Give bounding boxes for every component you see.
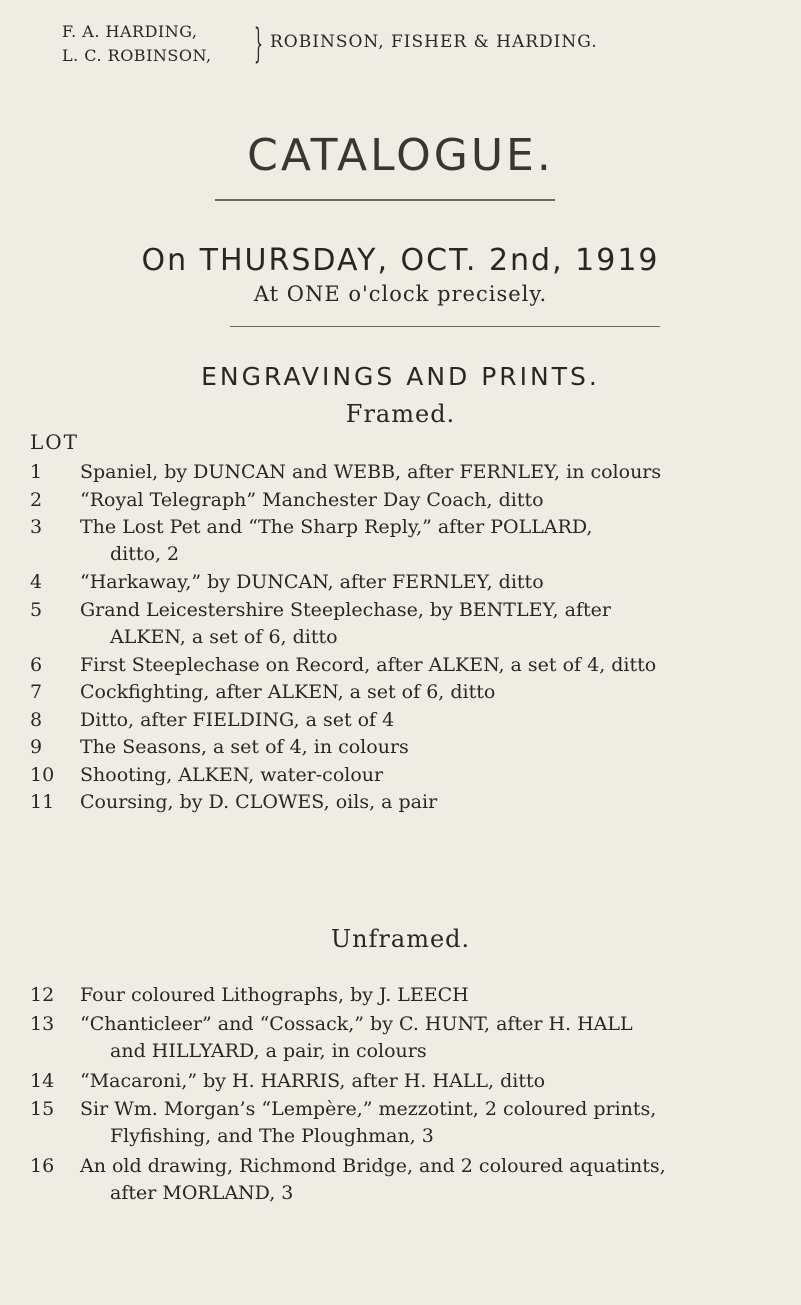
lot-text: Grand Leicestershire Steeplechase, by BENTLEY, after [80,598,611,621]
lot-description [80,734,785,761]
lot-description [80,707,785,734]
lot-text-continuation: ditto, 2 [110,543,180,565]
lot-description [80,597,785,651]
lot-description [80,652,785,679]
lot-text: The Lost Pet and “The Sharp Reply,” after POLLARD, [80,516,593,538]
lot-number: 12 [30,984,55,1006]
brace-symbol: } [254,21,263,67]
lot-description [80,762,785,789]
lot-number: 6 [30,653,43,676]
lot-text-continuation: after MORLAND, 3 [110,1182,294,1204]
lot-text-continuation: and HILLYARD, a pair, in colours [110,1039,427,1062]
lot-number: 4 [30,571,43,593]
lot-text: Ditto, after FIELDING, a set of 4 [80,708,395,731]
lot-text: “Chanticleer” and “Cossack,” by C. HUNT, after H. HALL [80,1012,633,1035]
lot-number: 7 [30,681,43,703]
lot-description [80,789,785,816]
lot-number: 2 [30,488,43,511]
auctioneer-name-2: L. C. ROBINSON, [62,46,212,65]
lot-number: 13 [30,1012,55,1035]
lot-description [80,1068,785,1095]
lot-description [80,1153,785,1207]
lot-text: “Harkaway,” by DUNCAN, after FERNLEY, ditto [80,571,544,593]
unframed-heading: Unframed. [330,925,471,953]
divider-rule [230,326,660,327]
auctioneer-header [62,20,762,80]
divider-rule [215,199,555,201]
lot-number: 15 [30,1098,55,1120]
lot-text: “Macaroni,” by H. HARRIS, after H. HALL, ditto [80,1069,546,1092]
lot-text-continuation: ALKEN, a set of 6, ditto [110,625,338,648]
auctioneer-names [62,20,212,68]
sale-dateline: On THURSDAY, OCT. 2nd, 1919 [141,243,660,278]
firm-name: ROBINSON, FISHER & HARDING. [270,32,598,52]
section-heading: ENGRAVINGS AND PRINTS. [201,362,600,391]
lot-number: 8 [30,708,43,731]
lot-description [80,514,785,568]
lot-description [80,679,785,706]
lot-number: 10 [30,763,55,786]
lot-text: Cockfighting, after ALKEN, a set of 6, ditto [80,681,496,703]
lot-text: An old drawing, Richmond Bridge, and 2 coloured aquatints, [80,1155,666,1177]
lot-text: First Steeplechase on Record, after ALKEN, a set of 4, ditto [80,653,657,676]
lot-text: Coursing, by D. CLOWES, oils, a pair [80,791,438,813]
lot-description [80,569,785,596]
lot-description [80,459,785,486]
lot-text: Shooting, ALKEN, water-colour [80,763,384,786]
lot-number: 11 [30,791,55,813]
lot-text: Sir Wm. Morgan’s “Lempère,” mezzotint, 2 coloured prints, [80,1098,657,1120]
sale-time: At ONE o'clock precisely. [253,282,548,306]
lot-number: 9 [30,736,43,758]
lot-description [80,1011,785,1065]
lot-number: 3 [30,516,43,538]
lot-number: 16 [30,1155,55,1177]
lot-text: The Seasons, a set of 4, in colours [80,736,409,758]
lot-number: 5 [30,598,43,621]
lot-text: Spaniel, by DUNCAN and WEBB, after FERNLEY, in colours [80,461,662,483]
lot-text: “Royal Telegraph” Manchester Day Coach, ditto [80,488,544,511]
framed-heading: Framed. [345,400,456,428]
auctioneer-name-1: F. A. HARDING, [62,22,198,41]
catalogue-title: CATALOGUE. [247,130,554,181]
lot-number: 14 [30,1069,55,1092]
lot-description [80,1096,785,1150]
lot-text-continuation: Flyfishing, and The Ploughman, 3 [110,1125,434,1147]
lot-description [80,982,785,1009]
lot-description [80,487,785,514]
lot-number: 1 [30,461,43,483]
lot-text: Four coloured Lithographs, by J. LEECH [80,984,469,1006]
lot-column-label: LOT [30,430,80,454]
